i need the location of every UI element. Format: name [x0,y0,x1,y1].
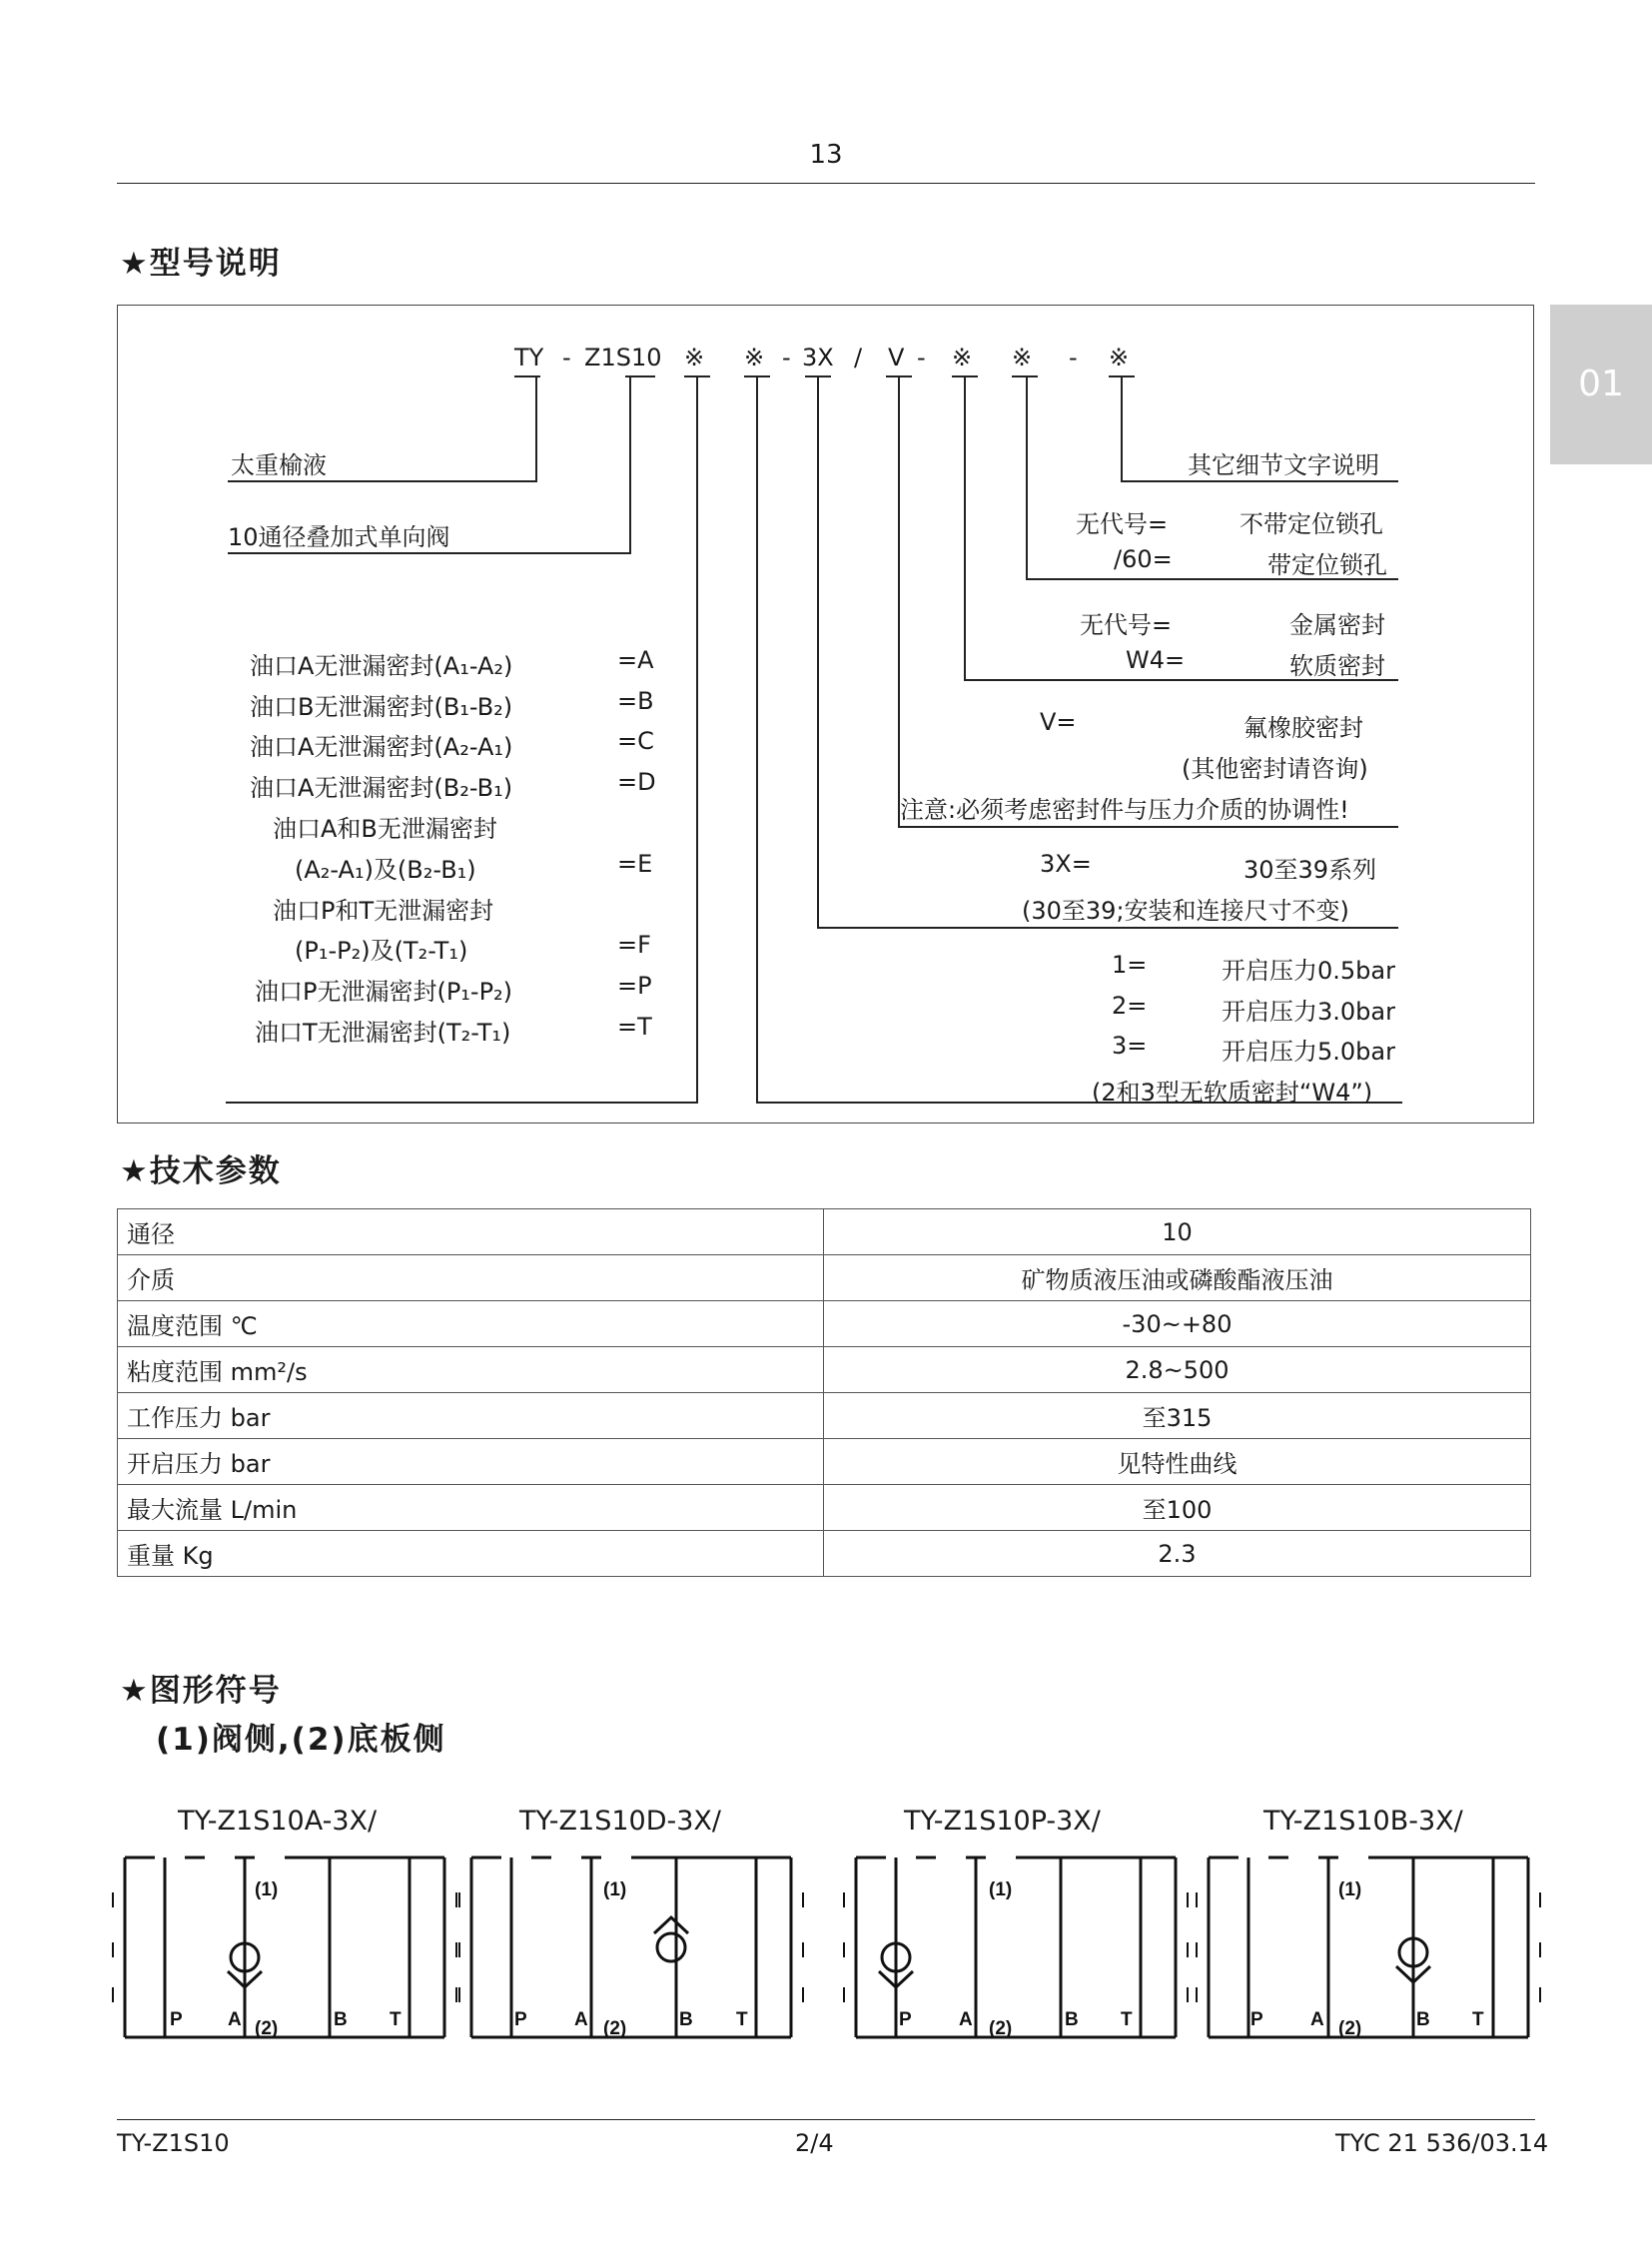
code-part-z1s10: Z1S10 [584,344,662,372]
port-t: T [736,2009,748,2030]
table-row [118,1255,1531,1301]
connector-line [226,1102,698,1104]
value-cell: 至100 [824,1485,1531,1531]
value-cell: -30~+80 [824,1301,1531,1347]
code-part-x2: ※ [744,344,765,372]
code-underline [1012,375,1038,377]
port-a: A [1310,2009,1324,2030]
seal-option-label: 油口T无泄漏密封(T₂-T₁) [255,1019,511,1047]
value-cell: 2.3 [824,1531,1531,1577]
port-b: B [1065,2009,1079,2030]
port-t: T [390,2009,402,2030]
seal-option-label: 油口P无泄漏密封(P₁-P₂) [255,978,513,1006]
port-a: A [959,2009,973,2030]
symbol-model-p: TY-Z1S10P-3X/ [904,1806,1101,1837]
seal-option-label: 油口P和T无泄漏密封 [273,897,494,925]
footer-doc-id: TYC 21 536/03.14 [1335,2129,1549,2157]
lock-60-desc: 带定位锁孔 [1267,551,1387,579]
seal-option-code: =C [617,727,654,755]
series-note: (30至39;安装和连接尺寸不变) [1022,897,1349,925]
value-cell: 10 [824,1209,1531,1255]
connector-line [898,375,900,827]
value-cell: 见特性曲线 [824,1439,1531,1485]
footer-left: TY-Z1S10 [117,2129,230,2157]
hydraulic-symbols [0,1838,1652,2047]
connector-line [1121,480,1398,482]
code-part-x1: ※ [684,344,705,372]
port-b: B [1416,2009,1430,2030]
code-dash-4: - [1069,344,1078,372]
code-part-ty: TY [514,344,544,372]
label-valve-side: (1) [989,1879,1013,1900]
symbol-model-d: TY-Z1S10D-3X/ [519,1806,721,1837]
port-t: T [1121,2009,1133,2030]
table-row [118,1531,1531,1577]
table-row [118,1347,1531,1393]
port-a: A [228,2009,242,2030]
symbol-model-a: TY-Z1S10A-3X/ [178,1806,378,1837]
table-row [118,1485,1531,1531]
table-row [118,1393,1531,1439]
pressure1-code: 1= [1112,951,1148,979]
label-valve-side: (1) [1338,1879,1362,1900]
connector-line [696,375,698,1103]
port-p: P [514,2009,527,2030]
series-desc: 30至39系列 [1243,856,1377,884]
pressure2-code: 2= [1112,992,1148,1020]
port-b: B [679,2009,693,2030]
code-part-3x: 3X [802,344,834,372]
param-cell: 粘度范围 mm²/s [118,1347,824,1393]
lock-60-code: /60= [1114,545,1173,573]
code-dash-3: - [917,344,926,372]
lock-none-code: 无代号= [1076,510,1169,538]
symbol-d [459,1858,803,2037]
v-code: V= [1040,708,1077,736]
param-cell: 最大流量 L/min [118,1485,824,1531]
seal-option-label: 油口A无泄漏密封(B₂-B₁) [250,774,513,802]
seal-option-label: (A₂-A₁)及(B₂-B₁) [295,856,476,884]
seal-metal-desc: 金属密封 [1289,611,1385,639]
connector-line [228,480,537,482]
seal-option-label: 油口A无泄漏密封(A₂-A₁) [250,733,513,761]
page-number: 13 [809,140,843,170]
label-base-side: (2) [255,2018,279,2039]
connector-line [629,375,631,553]
symbol-subtitle: (1)阀侧,(2)底板侧 [156,1722,446,1758]
seal-soft-desc: 软质密封 [1289,652,1385,680]
tech-table [117,1208,1531,1577]
v-desc: 氟橡胶密封 [1243,714,1363,742]
seal-option-code: =E [617,850,653,878]
label-brand: 太重榆液 [231,451,327,479]
port-p: P [899,2009,912,2030]
value-cell: 至315 [824,1393,1531,1439]
code-part-x5: ※ [1109,344,1130,372]
seal-option-code: =D [617,768,656,796]
port-p: P [170,2009,183,2030]
v-note: (其他密封请咨询) [1182,755,1368,783]
label-base-side: (2) [1338,2018,1362,2039]
code-dash-1: - [562,344,571,372]
table-row [118,1301,1531,1347]
param-cell: 工作压力 bar [118,1393,824,1439]
symbol-b [1197,1858,1540,2037]
seal-option-code: =B [617,687,654,715]
symbol-model-b: TY-Z1S10B-3X/ [1263,1806,1463,1837]
connector-line [1026,375,1028,579]
code-part-v: V [888,344,905,372]
seal-option-label: 油口B无泄漏密封(B₁-B₂) [250,693,513,721]
param-cell: 介质 [118,1255,824,1301]
value-cell: 2.8~500 [824,1347,1531,1393]
footer-rule [117,2119,1535,2120]
section-title-symbol: ★图形符号 [120,1673,282,1709]
code-part-x4: ※ [1012,344,1033,372]
footer-page: 2/4 [795,2129,834,2157]
label-valve-side: (1) [603,1879,627,1900]
connector-line [1121,375,1123,482]
seal-option-code: =P [617,972,652,1000]
section-title-model: ★型号说明 [120,246,282,282]
table-row [118,1439,1531,1485]
v-warning: 注意:必须考虑密封件与压力介质的协调性! [900,796,1349,824]
param-cell: 开启压力 bar [118,1439,824,1485]
port-p: P [1250,2009,1263,2030]
connector-line [898,826,1398,828]
port-b: B [334,2009,348,2030]
pressure2-desc: 开启压力3.0bar [1222,998,1395,1026]
param-cell: 通径 [118,1209,824,1255]
label-base-side: (2) [989,2018,1013,2039]
value-cell: 矿物质液压油或磷酸酯液压油 [824,1255,1531,1301]
label-base-side: (2) [603,2018,627,2039]
port-t: T [1472,2009,1484,2030]
seal-option-code: =T [617,1013,652,1041]
code-part-x3: ※ [952,344,973,372]
label-valve-side: (1) [255,1879,279,1900]
code-slash: / [854,344,863,372]
pressure3-code: 3= [1112,1032,1148,1060]
connector-line [228,552,631,554]
symbol-p [844,1858,1188,2037]
pressure-note: (2和3型无软质密封“W4”) [1092,1079,1373,1107]
connector-line [817,927,1398,929]
label-other-details: 其它细节文字说明 [1188,451,1379,479]
pressure3-desc: 开启压力5.0bar [1222,1038,1395,1066]
seal-option-label: 油口A无泄漏密封(A₁-A₂) [250,652,513,680]
param-cell: 温度范围 ℃ [118,1301,824,1347]
code-dash-2: - [782,344,791,372]
connector-line [817,375,819,928]
label-valve-type: 10通径叠加式单向阀 [228,523,450,551]
side-tab: 01 [1550,305,1652,464]
series-code: 3X= [1040,850,1092,878]
connector-line [964,375,966,680]
seal-none-code: 无代号= [1080,611,1173,639]
symbol-a [113,1858,456,2037]
port-a: A [574,2009,588,2030]
pressure1-desc: 开启压力0.5bar [1222,957,1395,985]
table-row [118,1209,1531,1255]
lock-none-desc: 不带定位锁孔 [1239,510,1383,538]
seal-option-code: =F [617,931,651,959]
param-cell: 重量 Kg [118,1531,824,1577]
seal-option-code: =A [617,646,654,674]
connector-line [535,375,537,482]
header-rule [117,183,1535,184]
seal-option-label: (P₁-P₂)及(T₂-T₁) [295,937,468,965]
seal-option-label: 油口A和B无泄漏密封 [273,815,497,843]
seal-w4-code: W4= [1126,646,1186,674]
section-title-tech: ★技术参数 [120,1153,282,1189]
connector-line [756,375,758,1103]
